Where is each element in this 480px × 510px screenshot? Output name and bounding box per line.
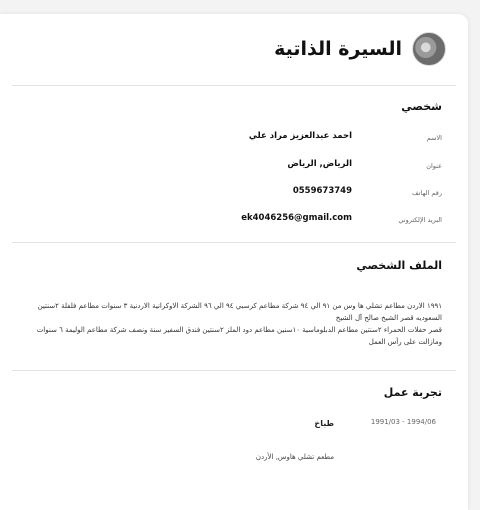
field-label: البريد الإلكتروني: [398, 216, 442, 224]
field-label: عنوان: [426, 162, 442, 170]
profile-line: ١٩٩١ الاردن مطاعم تشلي ها وس من ٩١ الي ٩٤ شركة مطاعم كرسبي ٩٤ الي ٩٦ الشركة الاوكرانية الاردنية ٣ سنوات مطاعم فلفلة ٢سنتين: [37, 302, 442, 310]
field-value: 0559673749: [292, 186, 352, 196]
job-company: مطعم تشلي هاوس, الأردن: [255, 453, 334, 461]
divider: [12, 85, 456, 86]
divider: [12, 370, 456, 371]
profile-line: قصر حفلات الحمراء ٢سنتين مطاعم الدبلوماسية ١٠سنين مطاعم دود الملز ٢سنتين فندق السفير سنة ونصف شركة مطاعم الوليمة ٦ سنوات ومازالت على رأس العمل: [36, 326, 442, 346]
profile-line: السعوديه قصر الشيخ صالح آل الشيخ: [335, 314, 442, 322]
field-row-phone: [26, 186, 442, 202]
section-title-profile: الملف الشخصي: [356, 259, 442, 272]
profile-text: [12, 300, 442, 348]
section-title-personal: شخصي: [401, 100, 442, 113]
job-title: طباخ: [314, 419, 334, 428]
field-row-address: [26, 159, 442, 175]
field-label: الاسم: [426, 134, 442, 142]
field-value: الرياض, الرياض: [287, 159, 352, 169]
avatar: [412, 32, 446, 66]
field-row-name: [26, 131, 442, 147]
field-value: ek4046256@gmail.com: [241, 213, 352, 223]
field-value: احمد عبدالعزيز مراد علي: [248, 131, 352, 141]
field-row-email: [26, 213, 442, 229]
resume-header: [274, 24, 446, 74]
page-title: السيرة الذاتية: [274, 38, 402, 60]
divider: [12, 242, 456, 243]
field-label: رقم الهاتف: [412, 189, 442, 197]
job-dates: 1991/03 - 1994/06: [370, 418, 436, 426]
resume-card: [0, 14, 468, 510]
section-title-experience: تجربة عمل: [383, 386, 442, 399]
